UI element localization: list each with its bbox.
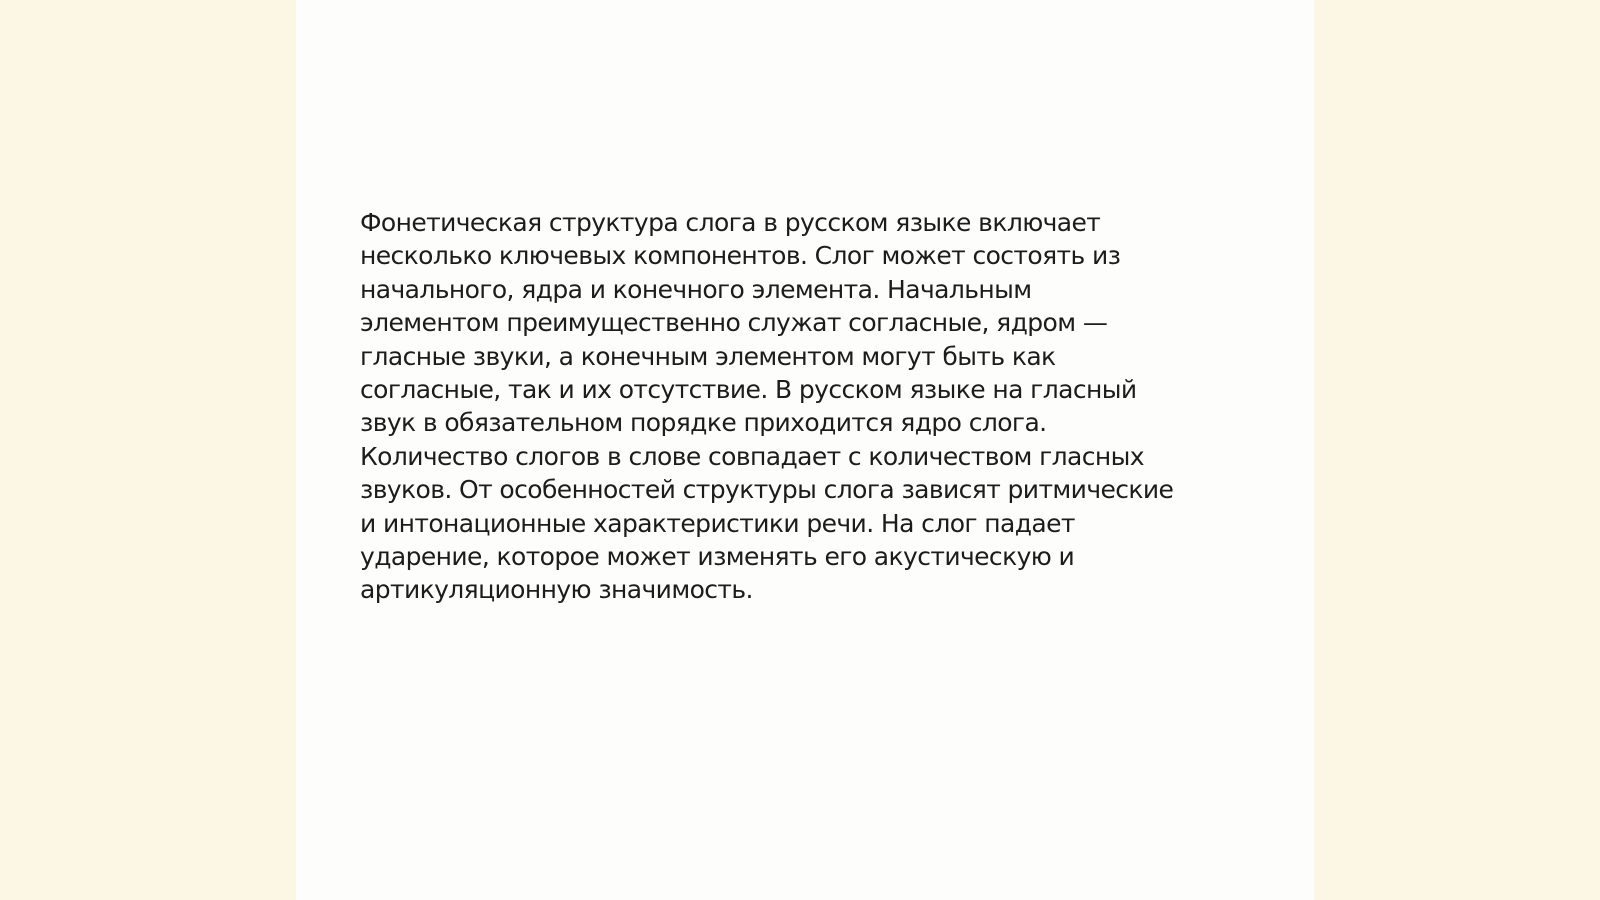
right-margin <box>1314 0 1600 900</box>
body-paragraph: Фонетическая структура слога в русском языке включает несколько ключевых компонентов. Слог может состоять из начального, ядра и конечного элемента. Начальным элементом преимущественно служат согласные, ядром — гласные звуки, а конечным элементом могут быть как согласные, так и их отсутствие. В русском языке на гласный звук в обязательном порядке приходится ядро слога. Количество слогов в слове совпадает с количеством гласных звуков. От особенностей структуры слога зависят ритмические и интонационные характеристики речи. На слог падает ударение, которое может изменять его акустическую и артикуляционную значимость. <box>360 208 1174 605</box>
left-margin <box>0 0 296 900</box>
